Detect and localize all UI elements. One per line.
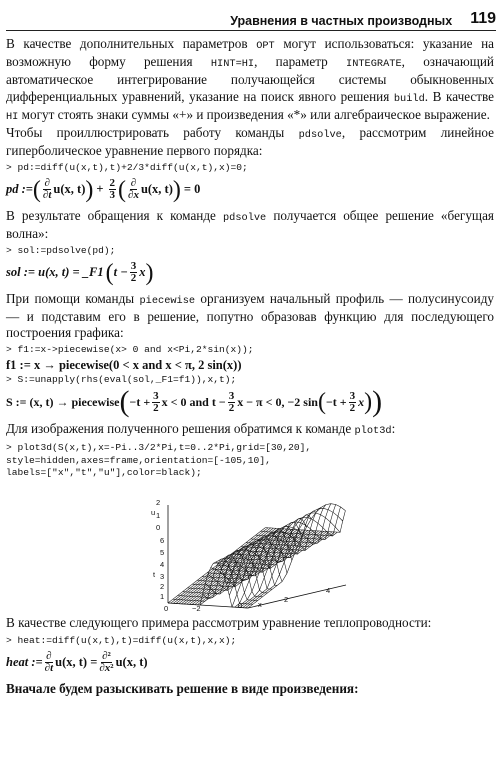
paragraph-options: В качестве дополнительных параметров OPT могут использоваться: указание на возможную форму решения HINT=HI, параметр INTEGRATE, означающий автоматическое интегрирование получающейся системы обыкновенных дифференциальных уравнений, указание на поиск явного решения build. В качестве HI могут стоять знаки суммы «+» и произведения «*» или алгебраическое выражение. xyxy=(6,36,495,123)
mesh-line-x xyxy=(173,528,270,603)
x-tick-neg2: −2 xyxy=(192,604,201,614)
maple-input-s: > S:=unapply(rhs(eval(sol,_F1=f1)),x,t); xyxy=(6,373,237,385)
x-tick-2: 2 xyxy=(284,595,289,605)
x-axis-label: x xyxy=(258,600,262,610)
t-tick-1: 1 xyxy=(160,592,165,602)
maple-output-s: S := (x, t) → piecewise ( −t + $\frac{3}{2}$ x < 0 and t − $\frac{3}{2}$ x − π < 0, −2 sin ( −t + $\frac{3}{2}$ x ) ) xyxy=(6,385,383,419)
mesh-line-x xyxy=(192,530,289,605)
mesh-line-x xyxy=(176,529,273,604)
u-axis-label: u xyxy=(151,508,156,518)
t-tick-6: 6 xyxy=(160,536,165,546)
surface-mesh xyxy=(168,504,345,611)
mesh-line-x xyxy=(189,529,289,605)
page-number: 119 xyxy=(470,10,496,27)
running-header xyxy=(6,6,496,31)
paragraph-general-solution: В результате обращения к команде pdsolve получается общее решение «бегущая волна»: xyxy=(6,207,494,242)
maple-output-heat: heat := $\frac{\partial}{\partial t}$ u(x, t) = $\frac{\text{∂²}}{\text{∂x²}}$ u(x, t) xyxy=(6,649,148,674)
u-tick-1: 1 xyxy=(156,511,161,521)
maple-output-f1: f1 := x → piecewise(0 < x and x < π, 2 sin(x)) xyxy=(6,357,242,372)
maple-input-heat: > heat:=diff(u(x,t),t)=diff(u(x,t),x,x); xyxy=(6,634,237,646)
x-tick-0: 0 xyxy=(238,601,243,611)
maple-input-sol: > sol:=pdsolve(pd); xyxy=(6,245,116,257)
t-tick-0: 0 xyxy=(164,604,169,614)
maple-input-plot3d-3: labels=["x","t","u"],color=black); xyxy=(6,467,202,479)
x-tick-4: 4 xyxy=(326,586,331,596)
t-tick-2: 2 xyxy=(160,582,165,592)
paragraph-piecewise: При помощи команды piecewise организуем начальный профиль — полусинусоиду — и подставим его в решение, попутно образовав функцию для последующего построения графика: xyxy=(6,290,494,341)
paragraph-plot3d: Для изображения полученного решения обратимся к команде plot3d: xyxy=(6,421,396,438)
mesh-line-x xyxy=(168,528,265,603)
maple-input-plot3d-1: > plot3d(S(x,t),x=-Pi..3/2*Pi,t=0..2*Pi,grid=[30,20], xyxy=(6,442,312,454)
t-tick-3: 3 xyxy=(160,572,165,582)
surface-plot xyxy=(6,485,494,613)
maple-input-pd: > pd:=diff(u(x,t),t)+2/3*diff(u(x,t),x)=0; xyxy=(6,162,248,174)
maple-output-sol: sol := u(x, t) = _F1 ( t − $\frac{3}{2}$ x ) xyxy=(6,259,154,286)
maple-input-f1: > f1:=x->piecewise(x> 0 and x<Pi,2*sin(x)); xyxy=(6,344,254,356)
paragraph-product-solution: Вначале будем разыскивать решение в виде произведения: xyxy=(6,681,359,697)
t-axis-label: t xyxy=(153,570,156,580)
u-tick-0: 0 xyxy=(156,523,161,533)
mesh-line-x xyxy=(200,530,297,605)
maple-output-pd: pd := ( $\frac{\partial}{\partial t}$ u(x, t) ) + $\frac{2}{3}$ ( $\frac{\partial}{\partial x}$ u(x, t) ) = 0 xyxy=(6,176,201,203)
t-tick-5: 5 xyxy=(160,548,165,558)
page-body xyxy=(6,36,494,697)
surface-plot-svg xyxy=(150,485,350,613)
paragraph-pdsolve-intro: Чтобы проиллюстрировать работу команды pdsolve, рассмотрим линейное гиперболическое уравнение первого порядка: xyxy=(6,125,494,159)
maple-input-plot3d-2: style=hidden,axes=frame,orientation=[-105,10], xyxy=(6,454,271,466)
chapter-title: Уравнения в частных производных xyxy=(230,14,453,28)
paragraph-heat-equation: В качестве следующего примера рассмотрим уравнение теплопроводности: xyxy=(6,615,432,631)
u-tick-2: 2 xyxy=(156,498,161,508)
t-tick-4: 4 xyxy=(160,560,165,570)
